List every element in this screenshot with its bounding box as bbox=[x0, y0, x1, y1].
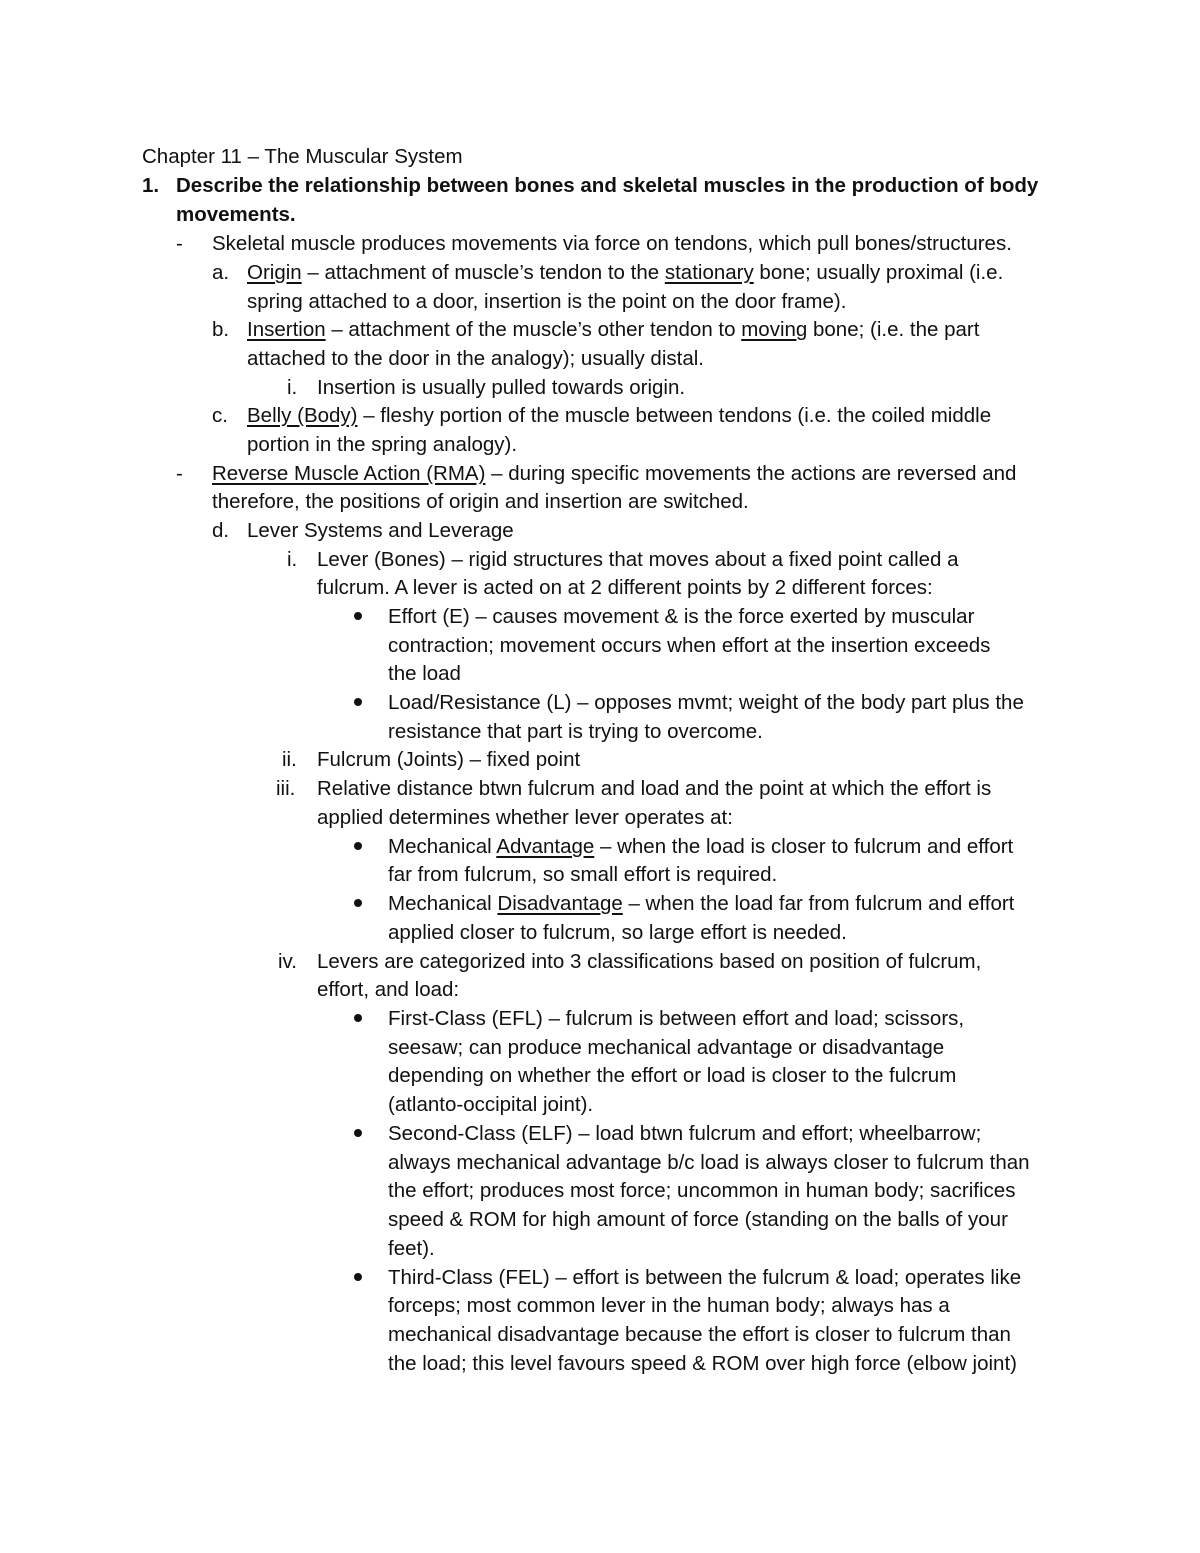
text-fragment: – when the load far from fulcrum and effort bbox=[622, 892, 1015, 915]
bullet-text: speed & ROM for high amount of force (standing on the balls of your bbox=[388, 1208, 1008, 1231]
term-insertion: Insertion bbox=[247, 318, 326, 341]
dash-item-text: Skeletal muscle produces movements via force on tendons, which pull bones/structures. bbox=[212, 232, 1012, 255]
term-moving: moving bbox=[741, 318, 808, 341]
bullet-text: Load/Resistance (L) – opposes mvmt; weight of the body part plus the bbox=[388, 691, 1024, 714]
bullet-text: (atlanto-occipital joint). bbox=[388, 1093, 594, 1116]
sub-item-text: Relative distance btwn fulcrum and load and the point at which the effort is bbox=[317, 777, 992, 800]
bullet-text: seesaw; can produce mechanical advantage or disadvantage bbox=[388, 1036, 945, 1059]
bullet-text: always mechanical advantage b/c load is always closer to fulcrum than bbox=[388, 1151, 1030, 1174]
text-fragment: Mechanical bbox=[388, 835, 497, 858]
bullet-icon bbox=[354, 1273, 362, 1281]
bullet-text: the effort; produces most force; uncommon in human body; sacrifices bbox=[388, 1179, 1016, 1202]
bullet-text: applied closer to fulcrum, so large effort is needed. bbox=[388, 921, 847, 944]
list-marker: d. bbox=[212, 519, 230, 542]
bullet-text: forceps; most common lever in the human body; always has a bbox=[388, 1294, 950, 1317]
bullet-icon bbox=[354, 842, 362, 850]
bullet-advantage bbox=[388, 832, 1013, 861]
text-fragment: – fleshy portion of the muscle between tendons (i.e. the coiled middle bbox=[357, 404, 992, 427]
bullet-text: contraction; movement occurs when effort at the insertion exceeds bbox=[388, 634, 991, 657]
term-rma: Reverse Muscle Action (RMA) bbox=[212, 462, 486, 485]
term-stationary: stationary bbox=[664, 261, 754, 284]
sub-item-text: Insertion is usually pulled towards origin. bbox=[317, 376, 686, 399]
list-item-line: portion in the spring analogy). bbox=[247, 433, 518, 456]
list-marker: ii. bbox=[282, 748, 297, 771]
sub-item-text: Lever (Bones) – rigid structures that moves about a fixed point called a bbox=[317, 548, 959, 571]
list-item-line: spring attached to a door, insertion is the point on the door frame). bbox=[247, 290, 847, 313]
list-marker: i. bbox=[287, 376, 298, 399]
list-marker: iv. bbox=[278, 950, 297, 973]
bullet-icon bbox=[354, 1129, 362, 1137]
list-item-line: attached to the door in the analogy); usually distal. bbox=[247, 347, 704, 370]
bullet-icon bbox=[354, 899, 362, 907]
dash-item-rma bbox=[212, 459, 1016, 488]
text-fragment: Mechanical bbox=[388, 892, 498, 915]
list-item-insertion bbox=[247, 315, 979, 344]
list-marker: a. bbox=[212, 261, 230, 284]
text-fragment: bone; (i.e. the part bbox=[807, 318, 980, 341]
dash-marker: - bbox=[176, 462, 183, 485]
question-text-line: movements. bbox=[176, 203, 296, 226]
bullet-text: far from fulcrum, so small effort is required. bbox=[388, 863, 778, 886]
bullet-disadvantage bbox=[388, 889, 1014, 918]
list-marker: b. bbox=[212, 318, 230, 341]
text-fragment: – when the load is closer to fulcrum and effort bbox=[594, 835, 1014, 858]
bullet-text: mechanical disadvantage because the effort is closer to fulcrum than bbox=[388, 1323, 1011, 1346]
chapter-title: Chapter 11 – The Muscular System bbox=[142, 145, 463, 168]
term-advantage: Advantage bbox=[496, 835, 595, 858]
bullet-text: Second-Class (ELF) – load btwn fulcrum and effort; wheelbarrow; bbox=[388, 1122, 982, 1145]
bullet-icon bbox=[354, 1014, 362, 1022]
dash-item-line: therefore, the positions of origin and insertion are switched. bbox=[212, 490, 749, 513]
bullet-text: feet). bbox=[388, 1237, 435, 1260]
sub-item-text: Levers are categorized into 3 classifications based on position of fulcrum, bbox=[317, 950, 982, 973]
term-origin: Origin bbox=[247, 261, 302, 284]
list-marker: iii. bbox=[276, 777, 296, 800]
bullet-text: Effort (E) – causes movement & is the force exerted by muscular bbox=[388, 605, 975, 628]
bullet-text: depending on whether the effort or load is closer to the fulcrum bbox=[388, 1064, 957, 1087]
list-marker: i. bbox=[287, 548, 298, 571]
bullet-text: First-Class (EFL) – fulcrum is between effort and load; scissors, bbox=[388, 1007, 965, 1030]
bullet-text: Third-Class (FEL) – effort is between the fulcrum & load; operates like bbox=[388, 1266, 1022, 1289]
bullet-icon bbox=[354, 612, 362, 620]
sub-item-text: applied determines whether lever operates at: bbox=[317, 806, 733, 829]
sub-item-text: effort, and load: bbox=[317, 978, 460, 1001]
text-fragment: – attachment of the muscle’s other tendon to bbox=[325, 318, 742, 341]
text-fragment: – during specific movements the actions are reversed and bbox=[485, 462, 1017, 485]
question-text-line: Describe the relationship between bones and skeletal muscles in the production of body bbox=[176, 174, 1039, 197]
bullet-text: the load bbox=[388, 662, 461, 685]
term-belly: Belly (Body) bbox=[247, 404, 358, 427]
sub-item-text: Fulcrum (Joints) – fixed point bbox=[317, 748, 581, 771]
text-fragment: bone; usually proximal (i.e. bbox=[753, 261, 1004, 284]
bullet-icon bbox=[354, 698, 362, 706]
dash-marker: - bbox=[176, 232, 183, 255]
bullet-text: resistance that part is trying to overcome. bbox=[388, 720, 763, 743]
bullet-text: the load; this level favours speed & ROM over high force (elbow joint) bbox=[388, 1352, 1017, 1375]
list-item-text: Lever Systems and Leverage bbox=[247, 519, 514, 542]
sub-item-text: fulcrum. A lever is acted on at 2 different points by 2 different forces: bbox=[317, 576, 933, 599]
list-item-origin bbox=[247, 258, 1003, 287]
list-marker: c. bbox=[212, 404, 228, 427]
term-disadvantage: Disadvantage bbox=[497, 892, 623, 915]
text-fragment: – attachment of muscle’s tendon to the bbox=[301, 261, 665, 284]
list-item-belly bbox=[247, 401, 991, 430]
question-number: 1. bbox=[142, 174, 160, 197]
